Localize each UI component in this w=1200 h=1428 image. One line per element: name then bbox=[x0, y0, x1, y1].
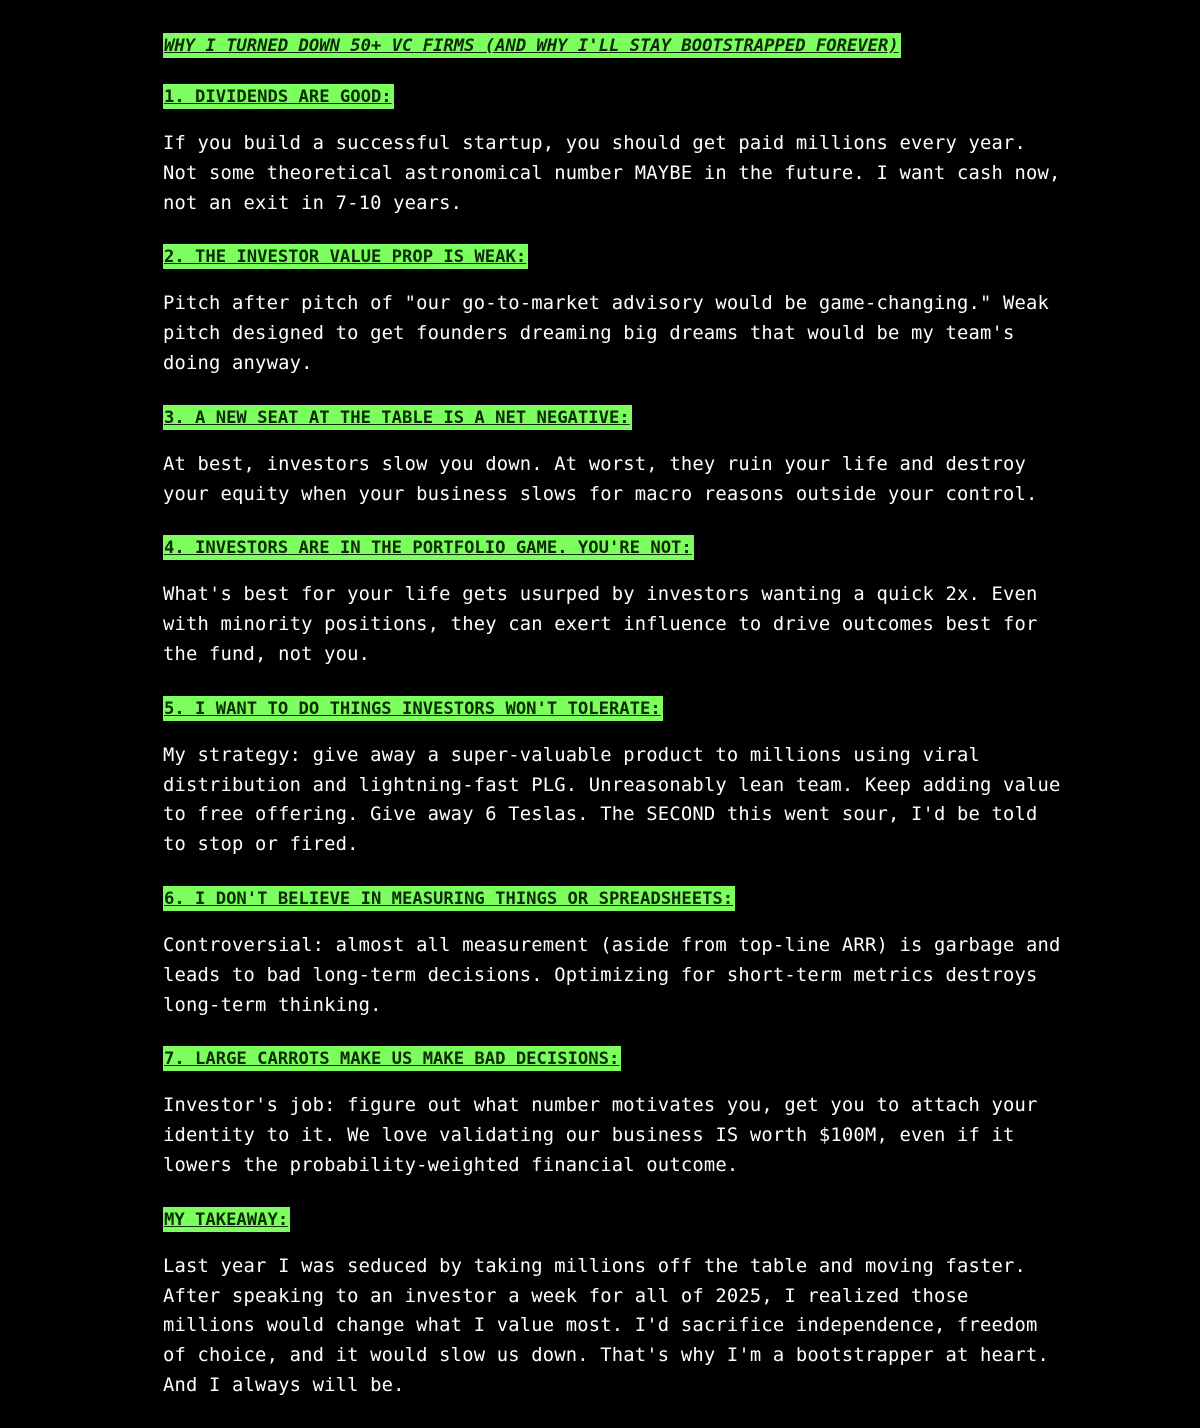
section-heading: 7. LARGE CARROTS MAKE US MAKE BAD DECISIONS: bbox=[163, 1046, 621, 1071]
section-heading: 3. A NEW SEAT AT THE TABLE IS A NET NEGATIVE: bbox=[163, 405, 632, 430]
section-body: Last year I was seduced by taking millions off the table and moving faster. After speaking to an investor a week for all of 2025, I realized those millions would change what I value most. I'd sacrifice independence, freedom of choice, and it would slow us down. That's why I'm a bootstrapper at heart. And I always will be. bbox=[163, 1255, 1050, 1396]
section-4 bbox=[163, 535, 1083, 669]
document-title: WHY I TURNED DOWN 50+ VC FIRMS (AND WHY I'LL STAY BOOTSTRAPPED FOREVER) bbox=[163, 33, 901, 58]
section-body: What's best for your life gets usurped by investors wanting a quick 2x. Even with minority positions, they can exert influence to drive outcomes best for the fund, not you. bbox=[163, 584, 1038, 665]
section-heading: 4. INVESTORS ARE IN THE PORTFOLIO GAME. YOU'RE NOT: bbox=[163, 535, 694, 560]
document bbox=[163, 33, 1083, 1401]
section-heading: 2. THE INVESTOR VALUE PROP IS WEAK: bbox=[163, 244, 528, 269]
section-takeaway bbox=[163, 1207, 1083, 1401]
section-1 bbox=[163, 84, 1083, 218]
section-7 bbox=[163, 1046, 1083, 1180]
section-heading: MY TAKEAWAY: bbox=[163, 1207, 290, 1232]
section-5 bbox=[163, 696, 1083, 860]
section-body: If you build a successful startup, you should get paid millions every year. Not some theoretical astronomical number MAYBE in the future. I want cash now, not an exit in 7-10 years. bbox=[163, 133, 1061, 214]
section-6 bbox=[163, 886, 1083, 1020]
section-2 bbox=[163, 244, 1083, 378]
section-body: Investor's job: figure out what number motivates you, get you to attach your identity to it. We love validating our business IS worth $100M, even if it lowers the probability-weighted financial outcome. bbox=[163, 1095, 1038, 1176]
section-body: Pitch after pitch of "our go-to-market advisory would be game-changing." Weak pitch designed to get founders dreaming big dreams that would be my team's doing anyway. bbox=[163, 293, 1050, 374]
section-3 bbox=[163, 405, 1083, 510]
section-body: Controversial: almost all measurement (aside from top-line ARR) is garbage and leads to bad long-term decisions. Optimizing for short-term metrics destroys long-term thinking. bbox=[163, 934, 1061, 1016]
section-body: My strategy: give away a super-valuable product to millions using viral distribution and lightning-fast PLG. Unreasonably lean team. Keep adding value to free offering. Give away 6 Teslas. The SECOND this went sour, I'd be told to stop or fired. bbox=[163, 744, 1061, 856]
section-heading: 5. I WANT TO DO THINGS INVESTORS WON'T TOLERATE: bbox=[163, 696, 663, 721]
section-heading: 6. I DON'T BELIEVE IN MEASURING THINGS OR SPREADSHEETS: bbox=[163, 886, 735, 911]
section-body: At best, investors slow you down. At worst, they ruin your life and destroy your equity when your business slows for macro reasons outside your control. bbox=[163, 453, 1038, 505]
section-heading: 1. DIVIDENDS ARE GOOD: bbox=[163, 84, 394, 109]
